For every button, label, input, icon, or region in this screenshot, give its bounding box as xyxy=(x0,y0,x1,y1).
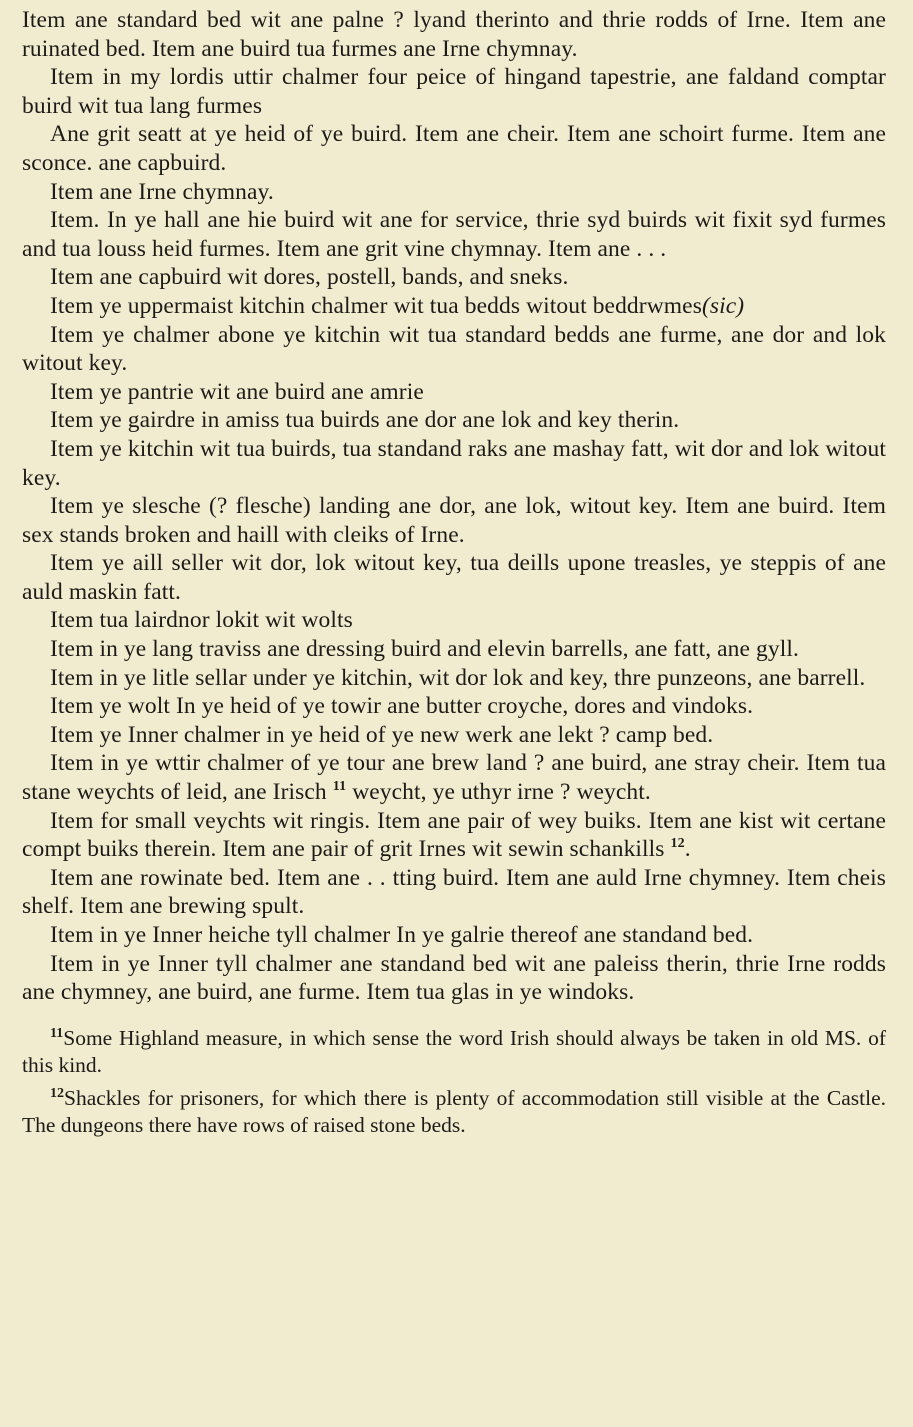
paragraph: Item in ye Inner tyll chalmer ane standand bed wit ane paleiss therin, thrie Irne rodds ane chymney, ane buird, ane furme. Item tua glas in ye windoks. xyxy=(22,950,886,1006)
paragraph: Item. In ye hall ane hie buird wit ane for service, thrie syd buirds wit fixit syd furmes and tua louss heid furmes. Item ane grit vine chymnay. Item ane . . . xyxy=(22,207,886,262)
paragraph: Item ye pantrie wit ane buird ane amrie xyxy=(50,378,424,405)
paragraph: Item ane standard bed wit ane palne ? lyand therinto and thrie rodds of Irne. Item ane ruinated bed. Item ane buird tua furmes ane Irne chymnay. xyxy=(22,7,886,62)
paragraph-with-footnote xyxy=(22,807,886,864)
footnote-reference: 12 xyxy=(670,836,685,852)
footnotes xyxy=(22,1025,886,1139)
paragraph-text: Item ye uppermaist kitchin chalmer wit tua bedds witout beddrwmes xyxy=(50,292,702,319)
footnote-text: Some Highland measure, in which sense the word Irish should always be taken in old MS. of this kind. xyxy=(22,1025,886,1077)
paragraph: Item in ye Inner heiche tyll chalmer In ye galrie thereof ane standand bed. xyxy=(50,922,754,948)
paragraph: Item ye chalmer abone ye kitchin wit tua standard bedds ane furme, ane dor and lok witout key. xyxy=(22,321,886,377)
paragraph: Item in ye lang traviss ane dressing buird and elevin barrells, ane fatt, ane gyll. xyxy=(50,636,799,663)
footnote-text: Shackles for prisoners, for which there is plenty of accommodation still visible at the Castle. The dungeons there have rows of raised stone beds. xyxy=(22,1085,886,1137)
document-page xyxy=(22,6,886,1145)
paragraph-text: Item for small veychts wit ringis. Item ane pair of wey buiks. Item ane kist wit certane compt buiks therein. Item ane pair of grit Irnes wit sewin schankills xyxy=(22,807,886,863)
footnote-mark: 11 xyxy=(50,1025,64,1041)
paragraph: Item ye gairdre in amiss tua buirds ane dor ane lok and key therin. xyxy=(50,407,680,434)
footnote xyxy=(22,1025,886,1079)
paragraph: Item ye Inner chalmer in ye heid of ye new werk ane lekt ? camp bed. xyxy=(50,721,714,748)
paragraph: Item ane Irne chymnay. xyxy=(50,178,274,205)
sic-note: (sic) xyxy=(701,292,745,319)
paragraph: Item ane rowinate bed. Item ane . . tting buird. Item ane auld Irne chymney. Item cheis shelf. Item ane brewing spult. xyxy=(22,864,886,920)
paragraph-text: weycht, ye uthyr irne ? weycht. xyxy=(352,779,651,806)
paragraph: Item ane capbuird wit dores, postell, bands, and sneks. xyxy=(50,264,569,291)
paragraph: Item tua lairdnor lokit wit wolts xyxy=(50,607,353,634)
paragraph: Item ye wolt In ye heid of ye towir ane butter croyche, dores and vindoks. xyxy=(50,693,754,720)
footnote-reference: 11 xyxy=(332,779,347,795)
paragraph: Item ye slesche (? flesche) landing ane dor, ane lok, witout key. Item ane buird. Item sex stands broken and haill with cleiks of Irne. xyxy=(22,493,886,548)
paragraph-with-sic xyxy=(22,292,886,321)
footnote xyxy=(22,1085,886,1139)
paragraph-with-footnote xyxy=(22,749,886,806)
paragraph-text: Item in ye wttir chalmer of ye tour ane brew land ? ane buird, ane stray cheir. Item tua stane weychts of leid, ane Irisch xyxy=(22,750,886,806)
paragraph: Item in ye litle sellar under ye kitchin, wit dor lok and key, thre punzeons, ane barrell. xyxy=(50,664,866,691)
paragraph: Item in my lordis uttir chalmer four peice of hingand tapestrie, ane faldand comptar buird wit tua lang furmes xyxy=(22,64,886,119)
paragraph: Item ye aill seller wit dor, lok witout key, tua deills upone treasles, ye steppis of ane auld maskin fatt. xyxy=(22,550,886,605)
paragraph: Ane grit seatt at ye heid of ye buird. Item ane cheir. Item ane schoirt furme. Item ane sconce. ane capbuird. xyxy=(22,121,886,176)
footnote-mark: 12 xyxy=(50,1085,64,1101)
paragraph: Item ye kitchin wit tua buirds, tua standand raks ane mashay fatt, wit dor and lok witout key. xyxy=(22,435,886,491)
paragraph-text: . xyxy=(684,836,691,863)
